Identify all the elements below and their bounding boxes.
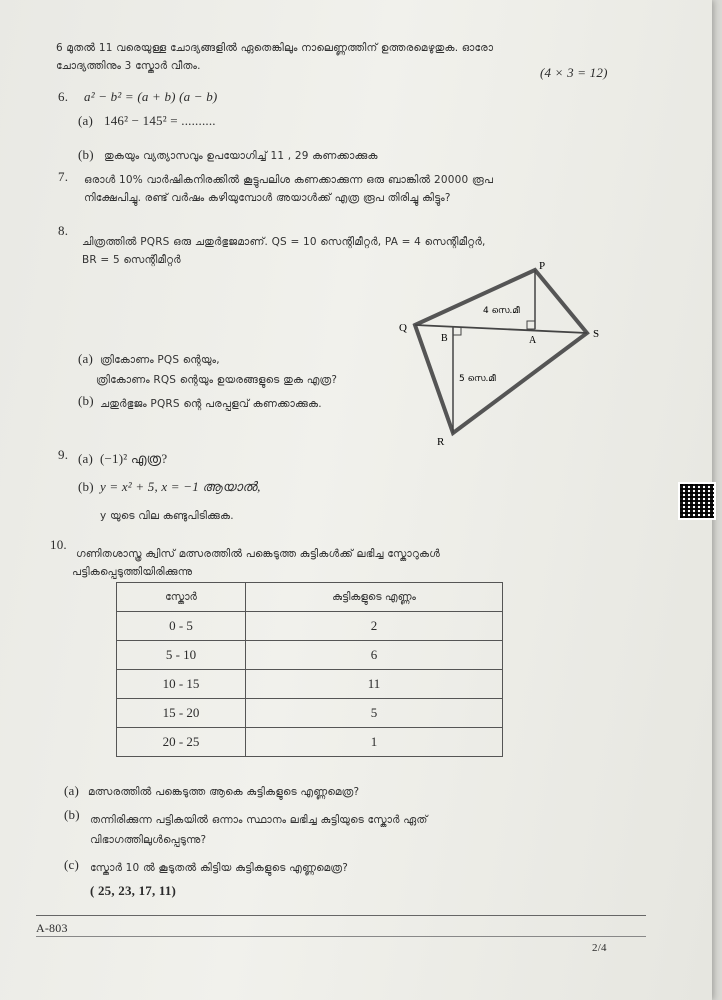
question-9-number: 9. xyxy=(58,447,69,462)
question-6b-text: തുകയും വ്യത്യാസവും ഉപയോഗിച്ച് 11 , 29 കണക്കാക്കുക xyxy=(104,150,378,162)
question-6a-label: (a) xyxy=(78,113,94,128)
label-a: A xyxy=(529,335,537,346)
question-9a-label: (a) xyxy=(78,451,94,466)
table-cell-count: 1 xyxy=(246,728,503,757)
table-cell-score: 10 - 15 xyxy=(117,670,246,699)
instruction-line-1: 6 മുതൽ 11 വരെയുള്ള ചോദ്യങ്ങളിൽ ഏതെങ്കിലും നാലെണ്ണത്തിന് ഉത്തരമെഴുതുക. ഓരോ xyxy=(56,42,494,54)
label-br-length: 5 സെ.മീ xyxy=(459,374,496,384)
question-8-line-1: ചിത്രത്തിൽ PQRS ഒരു ചതുർഭുജമാണ്. QS = 10 സെന്റിമീറ്റർ, PA = 4 സെന്റിമീറ്റർ, xyxy=(82,236,486,248)
question-6b-label: (b) xyxy=(78,147,94,162)
section-marks: (4 × 3 = 12) xyxy=(540,65,608,80)
question-7-line-1: ഒരാൾ 10% വാർഷികനിരക്കിൽ കൂട്ടുപലിശ കണക്കാക്കുന്ന ഒരു ബാങ്കിൽ 20000 രൂപ xyxy=(84,174,494,186)
question-7-line-2: നിക്ഷേപിച്ചു. രണ്ട് വർഷം കഴിയുമ്പോൾ അയാൾക്ക് എത്ര രൂപ തിരിച്ചു കിട്ടും? xyxy=(84,192,451,204)
label-s: S xyxy=(593,328,600,340)
table-cell-count: 2 xyxy=(246,612,503,641)
table-header-row xyxy=(117,583,503,612)
question-10a-text: മത്സരത്തിൽ പങ്കെടുത്ത ആകെ കുട്ടികളുടെ എണ്ണമെത്ര? xyxy=(88,786,360,798)
label-b: B xyxy=(441,333,448,344)
question-10b-line-2: വിഭാഗത്തിലുൾപ്പെടുന്നു? xyxy=(90,834,207,846)
question-8-number: 8. xyxy=(58,223,69,238)
question-8a-line-2: ത്രികോണം RQS ന്റെയും ഉയരങ്ങളുടെ തുക എത്ര? xyxy=(96,374,338,386)
question-10c-text: സ്കോർ 10 ൽ കൂടുതൽ കിട്ടിയ കുട്ടികളുടെ എണ്ണമെത്ര? xyxy=(90,862,349,874)
question-9b-line-2: y യുടെ വില കണ്ടുപിടിക്കുക. xyxy=(100,510,234,522)
table-header-score: സ്കോർ xyxy=(117,583,246,612)
question-10b-label: (b) xyxy=(64,807,80,822)
question-8b-text: ചതുർഭുജം PQRS ന്റെ പരപ്പളവ് കണക്കാക്കുക. xyxy=(100,398,322,410)
label-p: P xyxy=(539,260,546,272)
table-cell-score: 5 - 10 xyxy=(117,641,246,670)
question-6-identity: a² − b² = (a + b) (a − b) xyxy=(84,89,218,104)
table-cell-score: 20 - 25 xyxy=(117,728,246,757)
question-8-line-2: BR = 5 സെന്റിമീറ്റർ xyxy=(82,254,181,266)
label-r: R xyxy=(437,436,445,448)
question-6-number: 6. xyxy=(58,89,69,104)
table-cell-count: 5 xyxy=(246,699,503,728)
question-10c-options: ( 25, 23, 17, 11) xyxy=(90,883,177,898)
table-row xyxy=(117,699,503,728)
footer-divider-lower xyxy=(36,936,646,937)
question-10a-label: (a) xyxy=(64,783,80,798)
question-10c-label: (c) xyxy=(64,857,80,872)
question-10-line-2: പട്ടികപ്പെടുത്തിയിരിക്കുന്നു xyxy=(72,566,193,578)
table-cell-score: 15 - 20 xyxy=(117,699,246,728)
question-10-number: 10. xyxy=(50,537,67,552)
quadrilateral-diagram xyxy=(395,255,620,455)
instruction-line-2: ചോദ്യത്തിനും 3 സ്കോർ വീതം. xyxy=(56,60,201,72)
diagonal-qs xyxy=(415,325,587,333)
question-6a-text: 146² − 145² = .......... xyxy=(104,113,216,128)
label-pa-length: 4 സെ.മീ xyxy=(483,306,520,316)
question-9a-text: (−1)² എത്ര? xyxy=(100,451,168,466)
paper-code: A-803 xyxy=(36,921,68,935)
footer-divider xyxy=(36,915,646,916)
question-9b-text: y = x² + 5, x = −1 ആയാൽ, xyxy=(100,479,261,494)
question-8a-label: (a) xyxy=(78,351,94,366)
table-cell-score: 0 - 5 xyxy=(117,612,246,641)
table-header-count: കുട്ടികളുടെ എണ്ണം xyxy=(246,583,503,612)
question-8b-label: (b) xyxy=(78,393,94,408)
question-9b-label: (b) xyxy=(78,479,94,494)
page-number: 2/4 xyxy=(592,942,607,954)
qr-code xyxy=(678,482,716,520)
table-row xyxy=(117,670,503,699)
question-10-line-1: ഗണിതശാസ്ത്ര ക്വിസ് മത്സരത്തിൽ പങ്കെടുത്ത കുട്ടികൾക്ക് ലഭിച്ച സ്കോറുകൾ xyxy=(76,548,440,560)
table-row xyxy=(117,612,503,641)
table-cell-count: 6 xyxy=(246,641,503,670)
question-8a-line-1: ത്രികോണം PQS ന്റെയും, xyxy=(100,354,220,366)
table-row xyxy=(117,728,503,757)
question-7-number: 7. xyxy=(58,169,69,184)
score-table xyxy=(116,582,503,757)
table-row xyxy=(117,641,503,670)
question-10b-line-1: തന്നിരിക്കുന്ന പട്ടികയിൽ ഒന്നാം സ്ഥാനം ലഭിച്ച കുട്ടിയുടെ സ്കോർ ഏത് xyxy=(90,814,428,826)
table-cell-count: 11 xyxy=(246,670,503,699)
label-q: Q xyxy=(399,322,407,334)
